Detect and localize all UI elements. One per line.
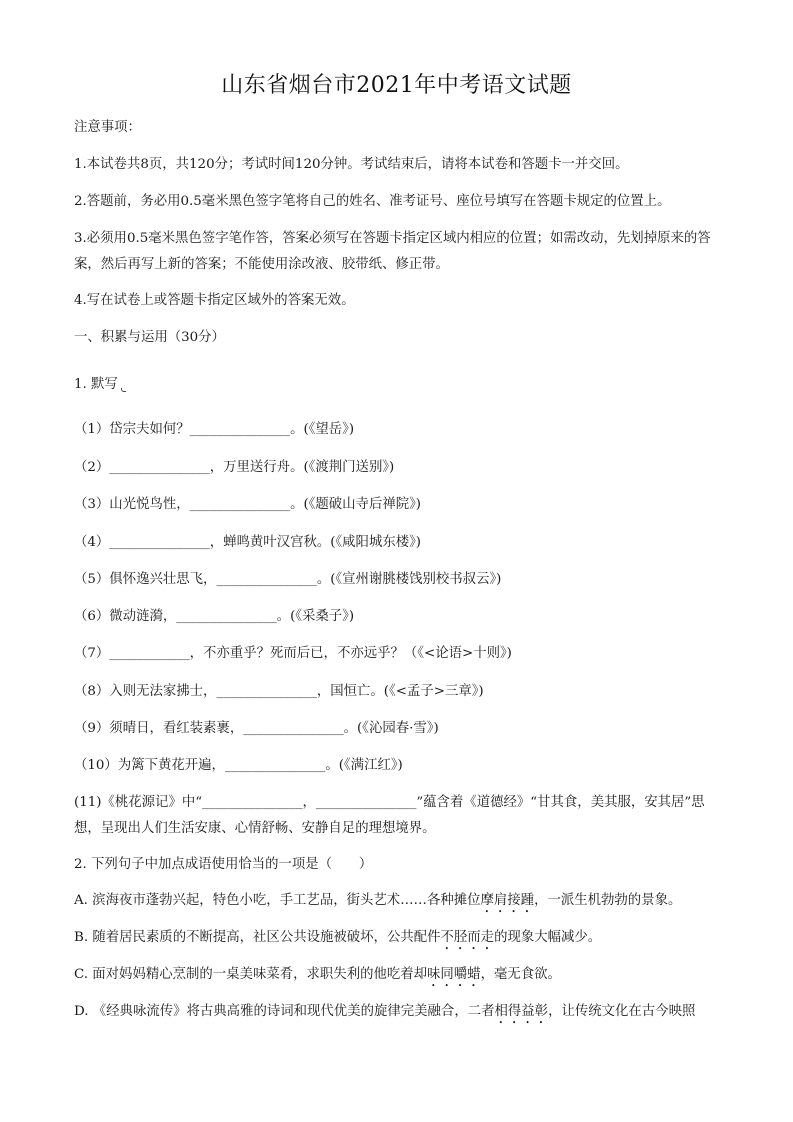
option-c-idiom: 味同嚼蜡 <box>427 967 481 982</box>
option-c-post: ，毫无食欲。 <box>480 967 561 982</box>
option-a-idiom: 摩肩接踵 <box>480 893 535 908</box>
option-d-idiom: 相得益彰 <box>494 1004 549 1019</box>
option-b-pre: B. 随着居民素质的不断提高，社区公共设施被破坏，公共配件 <box>74 930 441 945</box>
option-c-pre: C. 面对妈妈精心烹制的一桌美味菜肴，求职失利的他吃着却 <box>74 967 428 982</box>
notice-item-1: 1.本试卷共8页，共120分；考试时间120分钟。考试结束后，请将本试卷和答题卡一并交回。 <box>74 157 629 172</box>
fill-item-9: （9）须晴日，看红装素裹，_______________。(《沁园春·雪》) <box>74 721 439 736</box>
fill-item-10: （10）为篱下黄花开遍，_______________。(《满江红》) <box>74 758 403 773</box>
fill-item-7: （7）____________，不亦重乎？死而后已，不亦远乎？（《<论语>十则》) <box>74 646 512 661</box>
option-a-pre: A. 滨海夜市蓬勃兴起，特色小吃，手工艺品，街头艺术……各种摊位 <box>74 893 481 908</box>
fill-item-3: （3）山光悦鸟性，_______________。(《题破山寺后禅院》) <box>74 497 422 512</box>
notice-item-2: 2.答题前，务必用0.5毫米黑色签字笔将自己的姓名、准考证号、座位号填写在答题卡规定的位置上。 <box>74 194 671 209</box>
question-1-text: 1. 默写 <box>74 377 118 392</box>
notice-item-3: 3.必须用0.5毫米黑色签字笔作答，答案必须写在答题卡指定区域内相应的位置；如需改动，先划掉原来的答案，然后再写上新的答案；不能使用涂改液、胶带纸、修正带。 <box>74 231 711 272</box>
notice-item-4: 4.写在试卷上或答题卡指定区域外的答案无效。 <box>74 293 355 308</box>
option-d-pre: D. 《经典咏流传》将古典高雅的诗词和现代优美的旋律完美融合，二者 <box>74 1004 495 1019</box>
option-d-post: ，让传统文化在古今映照 <box>548 1004 696 1019</box>
option-d <box>74 1003 729 1027</box>
option-b-post: 的现象大幅减少。 <box>494 930 602 945</box>
option-c <box>74 966 729 990</box>
section-heading: 一、积累与运用（30分） <box>74 330 225 345</box>
fill-item-2: （2）_______________，万里送行舟。(《渡荆门送别》) <box>74 460 395 475</box>
notice-heading: 注意事项： <box>74 120 141 135</box>
option-a <box>74 892 729 916</box>
option-b-idiom: 不胫而走 <box>440 930 495 945</box>
tick-mark <box>121 388 126 392</box>
fill-item-4: （4）_______________，蝉鸣黄叶汉宫秋。(《咸阳城东楼》) <box>74 535 422 550</box>
exam-title: 山东省烟台市2021年中考语文试题 <box>221 73 572 98</box>
fill-item-8: （8）入则无法家拂士，_______________，国恒亡。(《<孟子>三章》) <box>74 684 484 699</box>
question-1-label <box>74 376 729 394</box>
option-b <box>74 929 729 953</box>
question-2-label: 2. 下列句子中加点成语使用恰当的一项是（ ） <box>74 857 373 872</box>
fill-item-6: （6）微动涟漪，_______________。(《采桑子》) <box>74 609 355 624</box>
fill-item-5: （5）俱怀逸兴壮思飞，_______________。(《宣州谢朓楼饯别校书叔云》) <box>74 572 502 587</box>
fill-item-11: (11)《桃花源记》中“_______________，_______________”蕴含着《道德经》“甘其食，美其服，安其居”思想，呈现出人们生活安康、心情舒畅、安静自足的理想境界。 <box>74 795 705 836</box>
fill-item-1: （1）岱宗夫如何？_______________。(《望岳》) <box>74 422 355 437</box>
option-a-post: ，一派生机勃勃的景象。 <box>534 893 682 908</box>
